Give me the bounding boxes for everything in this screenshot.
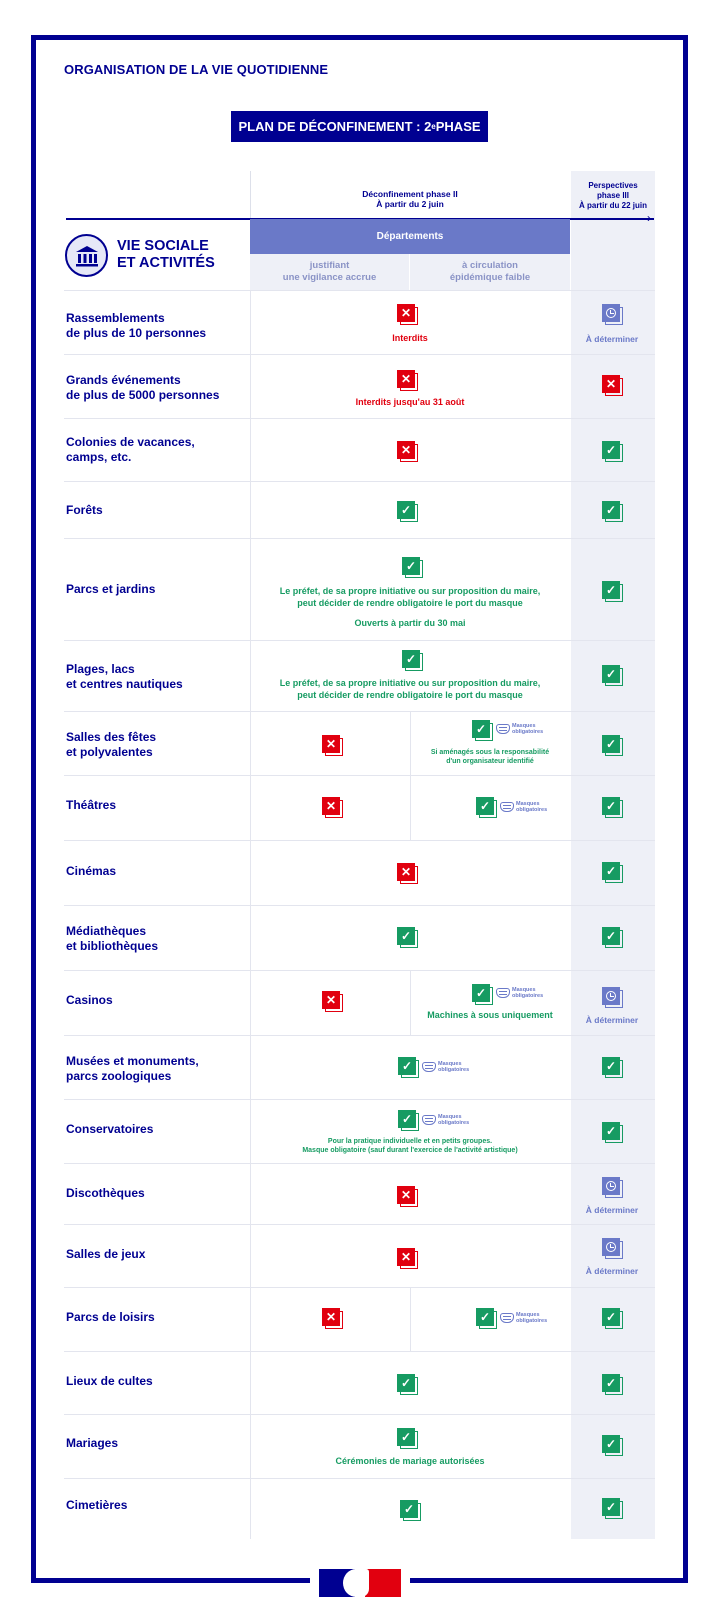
face-mask-icon — [422, 1115, 436, 1125]
row-label-l1: Salles des fêtes — [66, 730, 157, 744]
row-label-l2: camps, etc. — [66, 450, 132, 464]
row-note — [250, 677, 570, 701]
marianne-profile-icon — [343, 1569, 369, 1597]
check-icon: ✓ — [397, 1374, 417, 1394]
close-icon: ✕ — [602, 375, 622, 395]
face-mask-icon — [500, 1313, 514, 1323]
row-label-l2: de plus de — [66, 388, 129, 402]
subheader-faible-l1: à circulation — [462, 260, 518, 271]
flag-red-band — [365, 1569, 401, 1597]
divider — [250, 482, 251, 538]
row-label — [66, 798, 116, 813]
divider — [250, 1415, 251, 1478]
row-label — [66, 503, 103, 518]
mask-label-l1: Masques — [438, 1061, 462, 1067]
phase3-date: À partir du 22 juin — [578, 201, 647, 210]
row-label-bold: 10 personnes — [128, 326, 207, 340]
check-icon: ✓ — [398, 1110, 418, 1130]
phase3-note: À déterminer — [585, 1015, 639, 1025]
clock-icon — [602, 1177, 622, 1197]
mask-label-l2: obligatoires — [438, 1120, 470, 1126]
row-label-l1: Rassemblements — [66, 311, 165, 325]
divider — [250, 1479, 251, 1539]
divider — [250, 776, 251, 840]
clock-icon — [602, 304, 622, 324]
mask-badge — [496, 723, 543, 735]
republique-francaise-marianne-logo — [310, 1567, 410, 1599]
row-note — [250, 1137, 570, 1155]
close-icon: ✕ — [397, 370, 417, 390]
mask-label-l1: Masques — [438, 1114, 462, 1120]
category-title — [117, 238, 215, 272]
divider — [410, 776, 411, 840]
divider — [250, 419, 251, 481]
phase3-note: À déterminer — [585, 1205, 639, 1215]
row-label-l1: Grands événements — [66, 373, 181, 387]
face-mask-icon — [500, 802, 514, 812]
row-note — [410, 748, 570, 766]
row-label — [66, 435, 195, 465]
mask-label-l2: obligatoires — [512, 729, 544, 735]
row-label-l1: Salles de jeux — [66, 1247, 146, 1261]
table-row — [64, 775, 655, 840]
close-icon: ✕ — [397, 441, 417, 461]
check-icon: ✓ — [402, 650, 422, 670]
row-label — [66, 730, 156, 760]
plan-title-banner — [231, 111, 488, 142]
phase3-label — [571, 181, 655, 211]
divider — [250, 1164, 251, 1224]
plan-title-sup: e — [431, 122, 436, 131]
subheader-faible-l2: épidémique faible — [449, 272, 531, 283]
subheader-faible — [410, 254, 570, 290]
table-row — [64, 538, 655, 640]
building-columns-icon — [65, 234, 108, 277]
mask-label-l2: obligatoires — [516, 1318, 548, 1324]
close-icon: ✕ — [397, 304, 417, 324]
divider — [250, 712, 251, 775]
divider — [250, 906, 251, 970]
row-label-l1: Conservatoires — [66, 1122, 154, 1136]
check-icon: ✓ — [397, 1428, 417, 1448]
face-mask-icon — [496, 724, 510, 734]
row-label — [66, 1247, 145, 1262]
row-note-l1: Pour la pratique individuelle et en petits groupes. — [327, 1138, 493, 1145]
close-icon: ✕ — [322, 991, 342, 1011]
row-note-l1: Le préfet, de sa propre initiative ou sur proposition du maire, — [279, 678, 541, 688]
mask-label-l2: obligatoires — [512, 993, 544, 999]
plan-title-main: PLAN DE DÉCONFINEMENT : 2 — [238, 119, 432, 134]
row-label — [66, 1374, 153, 1389]
table-row — [64, 1035, 655, 1099]
row-label-bold: 5000 personnes — [128, 388, 220, 402]
row-label-l2: de plus de — [66, 326, 129, 340]
row-note: Machines à sous uniquement — [427, 1010, 553, 1020]
check-icon: ✓ — [602, 862, 622, 882]
row-label-l2: et centres nautiques — [66, 677, 183, 691]
row-label-l1: Cinémas — [66, 864, 117, 878]
row-label — [66, 1310, 155, 1325]
close-icon: ✕ — [397, 1248, 417, 1268]
row-label-l1: Parcs et jardins — [66, 582, 156, 596]
phase3-title-2: phase III — [596, 191, 629, 200]
check-icon: ✓ — [602, 501, 622, 521]
mask-label-l1: Masques — [516, 1312, 540, 1318]
close-icon: ✕ — [322, 735, 342, 755]
check-icon: ✓ — [398, 1057, 418, 1077]
row-label-l1: Mariages — [66, 1436, 119, 1450]
table-row — [64, 711, 655, 775]
row-label — [66, 1054, 199, 1084]
mask-label-l1: Masques — [512, 987, 536, 993]
divider — [250, 971, 251, 1035]
row-label — [66, 311, 206, 341]
close-icon: ✕ — [322, 1308, 342, 1328]
row-label-l2: et bibliothèques — [66, 939, 159, 953]
row-label-l1: Musées et monuments, — [66, 1054, 199, 1068]
row-note: Cérémonies de mariage autorisées — [335, 1456, 485, 1466]
check-icon: ✓ — [602, 665, 622, 685]
table-row — [64, 840, 655, 905]
check-icon: ✓ — [602, 1122, 622, 1142]
close-icon: ✕ — [397, 863, 417, 883]
row-label-l2: parcs zoologiques — [66, 1069, 172, 1083]
check-icon: ✓ — [397, 501, 417, 521]
row-label-l1: Parcs de loisirs — [66, 1310, 155, 1324]
divider — [250, 1352, 251, 1414]
row-note: Interdits jusqu'au 31 août — [355, 397, 465, 407]
table-row — [64, 1478, 655, 1539]
table-row — [64, 1163, 655, 1224]
row-label — [66, 1436, 118, 1451]
row-note-l2: Masque obligatoire (sauf durant l'exercice de l'activité artistique) — [302, 1147, 518, 1154]
mask-badge — [422, 1061, 469, 1073]
check-icon: ✓ — [602, 1057, 622, 1077]
subheader-vigilance — [250, 254, 410, 290]
subheader-vigilance-l1: justifiant — [309, 260, 350, 271]
check-icon: ✓ — [602, 1374, 622, 1394]
phase3-note: À déterminer — [585, 334, 639, 344]
phase2-title: Déconfinement phase II — [362, 189, 458, 199]
row-label-l1: Plages, lacs — [66, 662, 135, 676]
mask-label-l2: obligatoires — [516, 807, 548, 813]
mask-label-l1: Masques — [512, 723, 536, 729]
check-icon: ✓ — [472, 720, 492, 740]
mask-label-l1: Masques — [516, 801, 540, 807]
check-icon: ✓ — [476, 797, 496, 817]
table-row — [64, 1287, 655, 1351]
divider — [250, 291, 251, 354]
phase2-date: À partir du 2 juin — [376, 199, 444, 209]
category-title-l1: VIE SOCIALE — [117, 238, 209, 254]
table-row — [64, 1099, 655, 1163]
table-row — [64, 1414, 655, 1478]
clock-icon — [602, 1238, 622, 1258]
row-note-l2: peut décider de rendre obligatoire le port du masque — [297, 690, 523, 700]
row-label-l1: Cimetières — [66, 1498, 128, 1512]
table-row — [64, 640, 655, 711]
phase3-note: À déterminer — [585, 1266, 639, 1276]
check-icon: ✓ — [602, 797, 622, 817]
table-row — [64, 290, 655, 354]
row-label-l1: Lieux de cultes — [66, 1374, 153, 1388]
row-label — [66, 662, 183, 692]
phase2-label — [250, 189, 570, 209]
table-row — [64, 354, 655, 418]
row-label — [66, 993, 113, 1008]
table-row — [64, 970, 655, 1035]
table-row — [64, 481, 655, 538]
check-icon: ✓ — [602, 735, 622, 755]
check-icon: ✓ — [602, 441, 622, 461]
face-mask-icon — [422, 1062, 436, 1072]
row-note: Interdits — [392, 333, 428, 343]
check-icon: ✓ — [476, 1308, 496, 1328]
row-label-l1: Théâtres — [66, 798, 117, 812]
row-note-l1: Si aménagés sous la responsabilité — [430, 749, 550, 756]
phase3-title-1: Perspectives — [588, 181, 638, 190]
row-label-l1: Médiathèques — [66, 924, 147, 938]
row-label — [66, 864, 116, 879]
row-note — [250, 585, 570, 629]
close-icon: ✕ — [322, 797, 342, 817]
divider — [250, 1288, 251, 1351]
row-label-l1: Colonies de vacances, — [66, 435, 195, 449]
check-icon: ✓ — [397, 927, 417, 947]
divider — [410, 1288, 411, 1351]
clock-icon — [602, 987, 622, 1007]
departements-header: Départements — [250, 219, 570, 254]
table-row — [64, 905, 655, 970]
check-icon: ✓ — [402, 557, 422, 577]
divider — [250, 1225, 251, 1287]
row-label — [66, 582, 155, 597]
row-note-l3: Ouverts à partir du 30 mai — [354, 618, 466, 628]
row-label — [66, 1186, 145, 1201]
check-icon: ✓ — [602, 1308, 622, 1328]
row-label-l1: Discothèques — [66, 1186, 145, 1200]
divider — [250, 1036, 251, 1099]
table-row — [64, 1351, 655, 1414]
row-label-l1: Casinos — [66, 993, 113, 1007]
check-icon: ✓ — [472, 984, 492, 1004]
mask-badge — [500, 801, 547, 813]
divider — [410, 971, 411, 1035]
divider — [250, 841, 251, 905]
check-icon: ✓ — [602, 581, 622, 601]
table-row — [64, 1224, 655, 1287]
check-icon: ✓ — [602, 927, 622, 947]
check-icon: ✓ — [602, 1498, 622, 1518]
plan-title-end: PHASE — [435, 119, 481, 134]
mask-badge — [422, 1114, 469, 1126]
section-title: ORGANISATION DE LA VIE QUOTIDIENNE — [64, 62, 329, 77]
row-label-l2: et polyvalentes — [66, 745, 153, 759]
subheader-vigilance-l2: une vigilance accrue — [282, 272, 377, 283]
close-icon: ✕ — [397, 1186, 417, 1206]
row-label — [66, 924, 158, 954]
row-label — [66, 373, 219, 403]
divider — [250, 355, 251, 418]
check-icon: ✓ — [602, 1435, 622, 1455]
row-note-l1: Le préfet, de sa propre initiative ou sur proposition du maire, — [279, 586, 541, 596]
arrow-right-icon: › — [647, 211, 651, 225]
row-label — [66, 1122, 153, 1137]
check-icon: ✓ — [400, 1500, 420, 1520]
mask-badge — [500, 1312, 547, 1324]
mask-badge — [496, 987, 543, 999]
row-label — [66, 1498, 127, 1513]
category-title-l2: ET ACTIVITÉS — [117, 255, 215, 271]
table-row — [64, 418, 655, 481]
row-note-l2: d'un organisateur identifié — [446, 758, 534, 765]
mask-label-l2: obligatoires — [438, 1067, 470, 1073]
row-note-l2: peut décider de rendre obligatoire le port du masque — [297, 598, 523, 608]
face-mask-icon — [496, 988, 510, 998]
row-label-l1: Forêts — [66, 503, 103, 517]
